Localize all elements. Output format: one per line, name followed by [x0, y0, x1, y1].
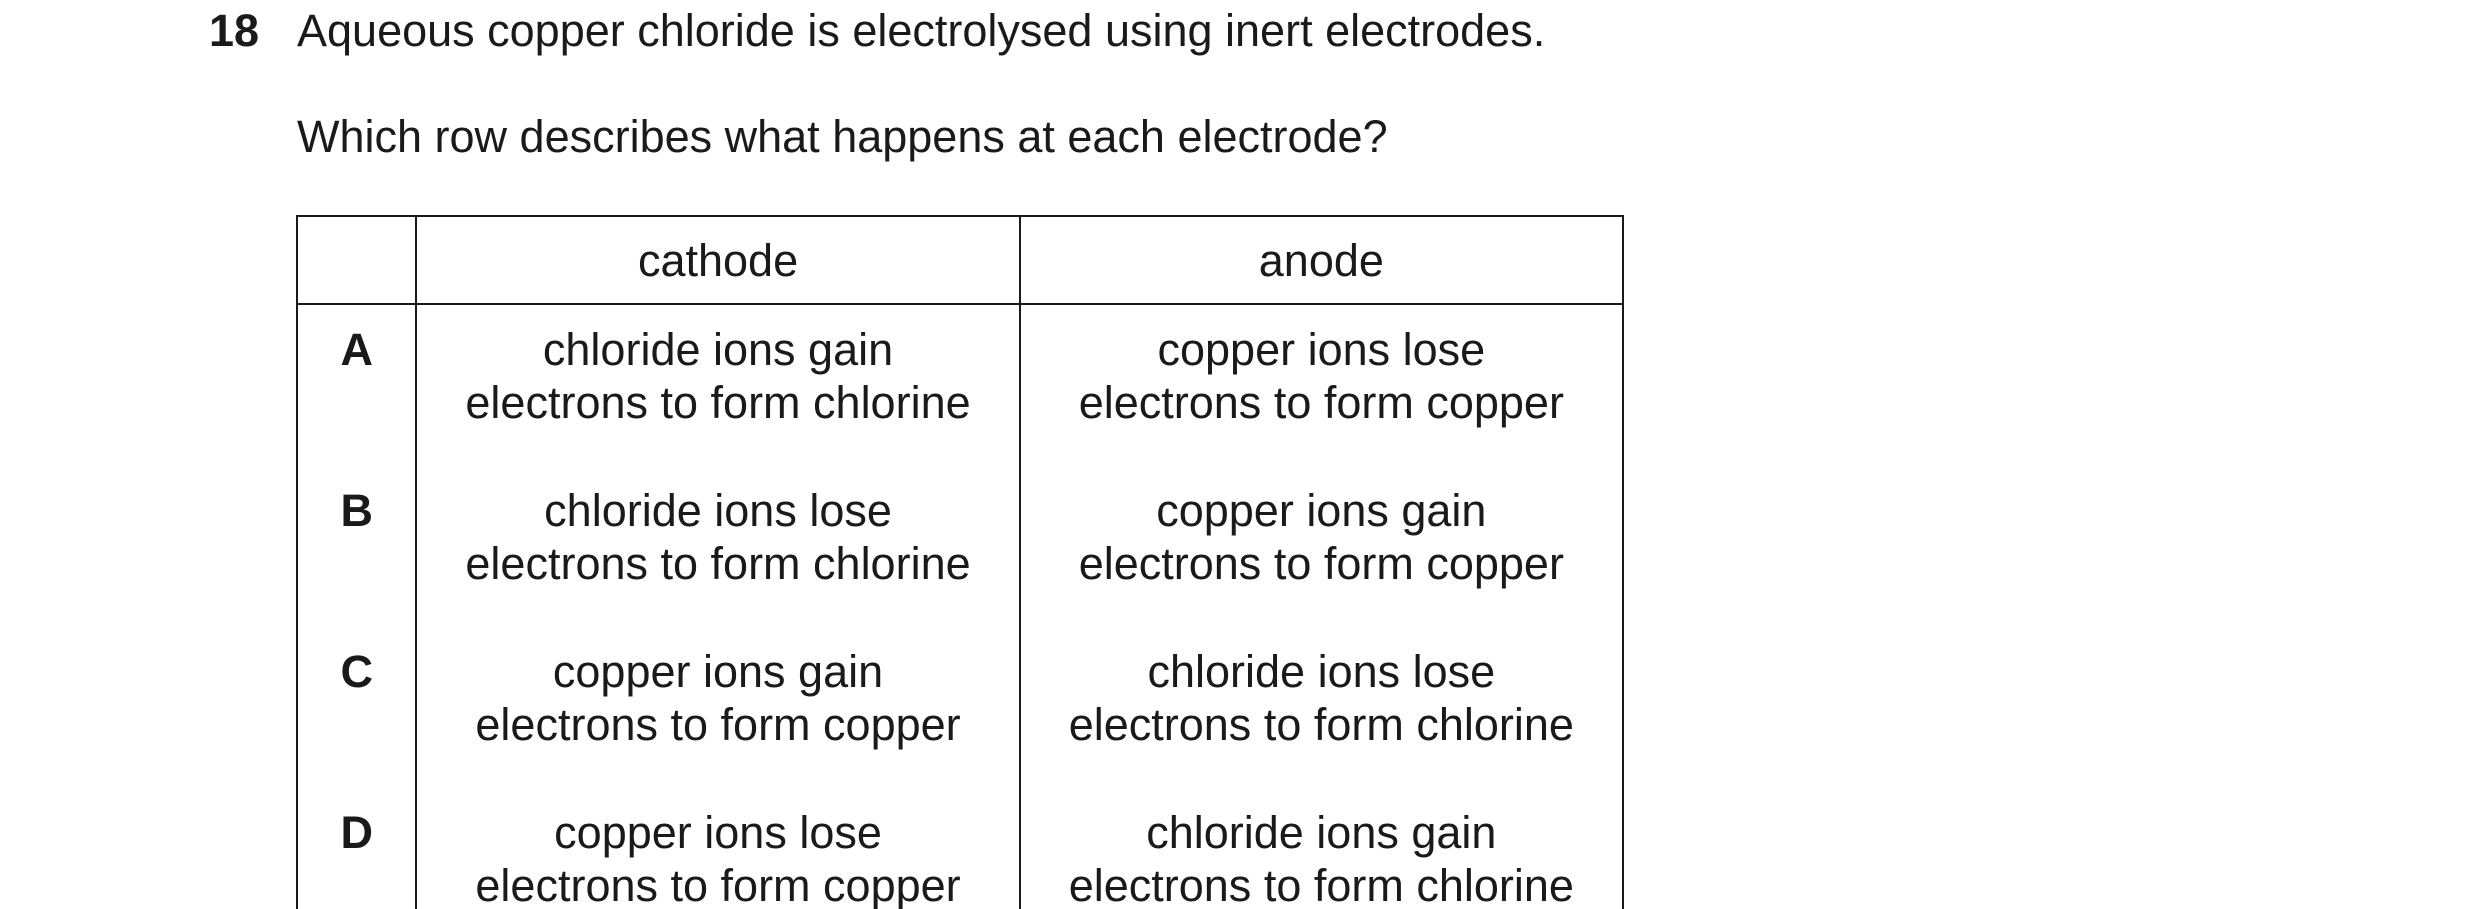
cathode-cell: [416, 788, 1019, 909]
header-cathode: cathode: [416, 216, 1019, 304]
table-row-option-b[interactable]: [297, 466, 1623, 627]
cathode-line-2: electrons to form chlorine: [465, 377, 971, 428]
anode-cell: [1020, 788, 1623, 909]
anode-line-2: electrons to form chlorine: [1068, 699, 1574, 750]
cathode-line-2: electrons to form copper: [475, 860, 961, 909]
cathode-line-1: copper ions lose: [554, 807, 882, 858]
anode-cell: [1020, 304, 1623, 466]
anode-line-2: electrons to form chlorine: [1068, 860, 1574, 909]
cathode-line-2: electrons to form chlorine: [465, 538, 971, 589]
anode-line-2: electrons to form copper: [1078, 377, 1564, 428]
answer-options-table: [296, 215, 1624, 909]
question-prompt: Which row describes what happens at each electrode?: [297, 111, 1388, 162]
cathode-cell: [416, 627, 1019, 788]
option-letter: B: [297, 466, 416, 627]
anode-line-2: electrons to form copper: [1078, 538, 1564, 589]
table-row-option-c[interactable]: [297, 627, 1623, 788]
cathode-cell: [416, 304, 1019, 466]
anode-line-1: copper ions lose: [1157, 324, 1486, 375]
option-letter: A: [297, 304, 416, 466]
table-header-row: [297, 216, 1623, 304]
table-row-option-a[interactable]: [297, 304, 1623, 466]
question-stem: Aqueous copper chloride is electrolysed using inert electrodes.: [297, 5, 1546, 56]
cathode-line-2: electrons to form copper: [475, 699, 961, 750]
table-row-option-d[interactable]: [297, 788, 1623, 909]
header-letter-cell: [297, 216, 416, 304]
anode-cell: [1020, 466, 1623, 627]
cathode-line-1: chloride ions gain: [542, 324, 894, 375]
anode-line-1: chloride ions gain: [1146, 807, 1497, 858]
anode-line-1: copper ions gain: [1156, 485, 1487, 536]
option-letter: D: [297, 788, 416, 909]
header-anode: anode: [1020, 216, 1623, 304]
option-letter: C: [297, 627, 416, 788]
question-number: 18: [209, 5, 260, 56]
cathode-cell: [416, 466, 1019, 627]
anode-cell: [1020, 627, 1623, 788]
anode-line-1: chloride ions lose: [1147, 646, 1496, 697]
cathode-line-1: chloride ions lose: [544, 485, 892, 536]
cathode-line-1: copper ions gain: [552, 646, 884, 697]
